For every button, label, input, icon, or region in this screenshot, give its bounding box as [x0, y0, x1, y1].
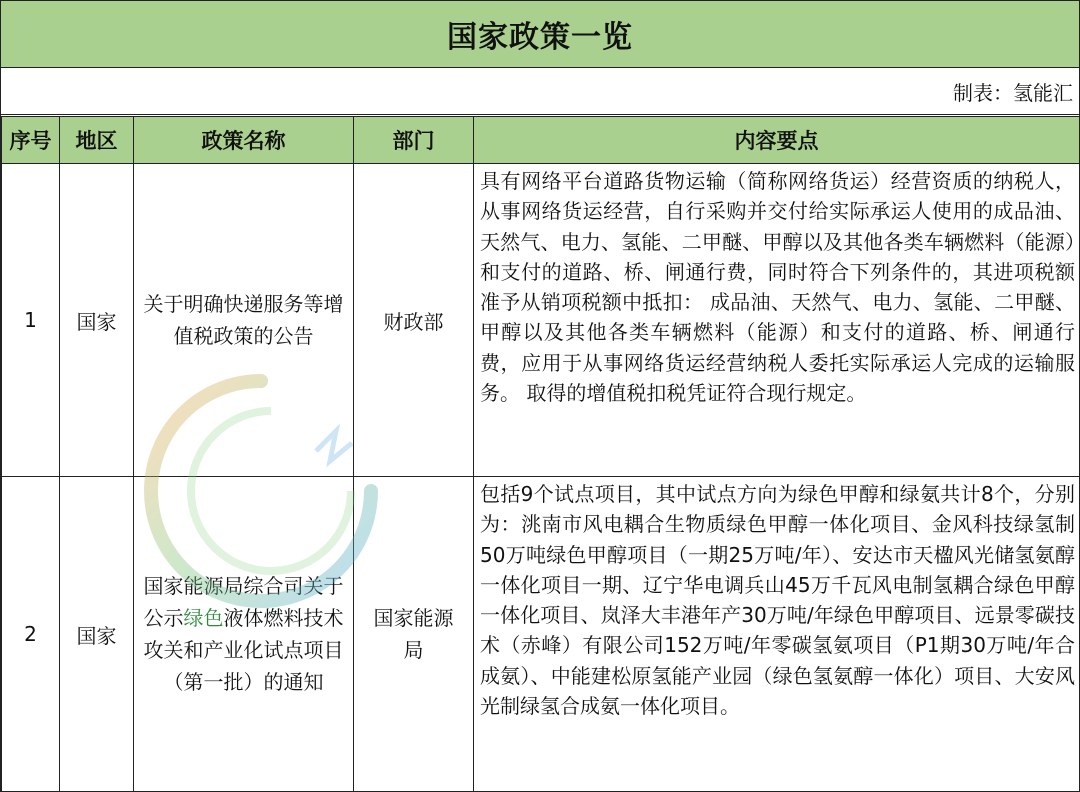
policy-table: [1, 116, 1080, 792]
policy-name-part: 国家能源局综合司关于公示: [143, 574, 344, 630]
table-row: [2, 164, 1080, 477]
row-region: 国家: [60, 477, 134, 792]
row-department: 财政部: [354, 164, 474, 477]
table-row: [2, 477, 1080, 792]
table-header-row: [2, 117, 1080, 164]
policy-name-part: 液体燃料技术攻关和产业化试点项目（第一批）的通知: [143, 606, 344, 694]
row-policy-name: [134, 477, 354, 792]
col-header-region: 地区: [60, 117, 134, 164]
table-title: 国家政策一览: [1, 1, 1079, 68]
row-department: 国家能源局: [354, 477, 474, 792]
maker-label: 制表：氢能汇: [953, 80, 1073, 105]
maker-credit: [1, 68, 1079, 115]
row-content: 包括9个试点项目，其中试点方向为绿色甲醇和绿氨共计8个，分别为：洮南市风电耦合生物质绿色甲醇一体化项目、金风科技绿氢制50万吨绿色甲醇项目（一期25万吨/年）、安达市天楹风光储氢氨醇一体化项目一期、辽宁华电调兵山45万千瓦风电制氢耦合绿色甲醇一体化项目、岚泽大丰港年产30万吨/年绿色甲醇项目、远景零碳技术（赤峰）有限公司152万吨/年零碳氢氨项目（P1期30万吨/年合成氨）、中能建松原氢能产业园（绿色氢氨醇一体化）项目、大安风光制绿氢合成氨一体化项目。: [474, 477, 1080, 792]
col-header-department: 部门: [354, 117, 474, 164]
col-header-index: 序号: [2, 117, 60, 164]
row-index: 2: [2, 477, 60, 792]
row-index: 1: [2, 164, 60, 477]
row-region: 国家: [60, 164, 134, 477]
col-header-name: 政策名称: [134, 117, 354, 164]
row-policy-name: 关于明确快递服务等增值税政策的公告: [134, 164, 354, 477]
policy-name-highlight: 绿色: [183, 606, 224, 630]
col-header-content: 内容要点: [474, 117, 1080, 164]
row-content: 具有网络平台道路货物运输（简称网络货运）经营资质的纳税人，从事网络货运经营，自行采购并交付给实际承运人使用的成品油、天然气、电力、氢能、二甲醚、甲醇以及其他各类车辆燃料（能源）和支付的道路、桥、闸通行费，同时符合下列条件的，其进项税额准予从销项税额中抵扣： 成品油、天然气、电力、氢能、二甲醚、甲醇以及其他各类车辆燃料（能源）和支付的道路、桥、闸通行费，应用于从事网络货运经营纳税人委托实际承运人完成的运输服务。 取得的增值税扣税凭证符合现行规定。: [474, 164, 1080, 477]
